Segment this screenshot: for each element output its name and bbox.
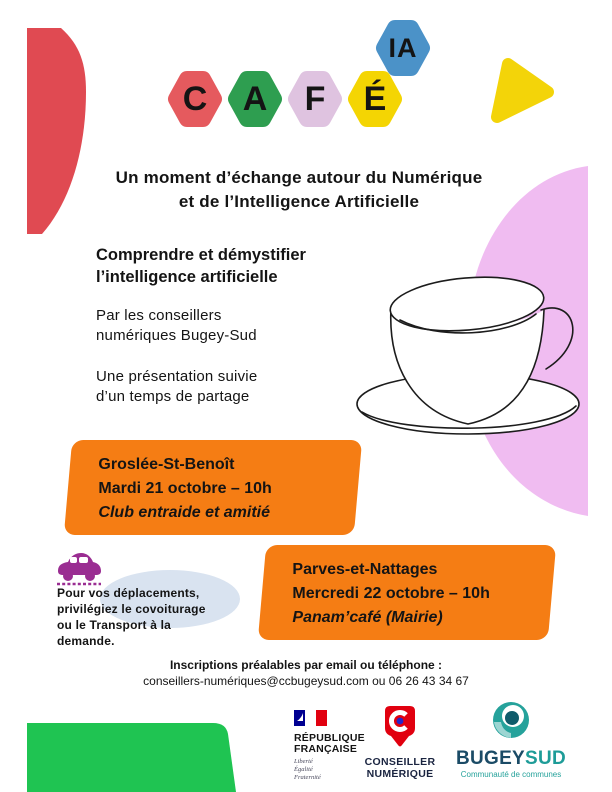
green-band bbox=[27, 722, 239, 792]
logo-hexagon-e bbox=[346, 69, 404, 129]
registration-info bbox=[0, 657, 612, 689]
transport-note-line2: privilégiez le covoiturage bbox=[57, 602, 206, 616]
logo-letter-ia: IA bbox=[388, 32, 418, 63]
transport-note-line4: demande. bbox=[57, 634, 115, 648]
page-title bbox=[0, 166, 598, 214]
bugey-sud-logo bbox=[453, 698, 569, 779]
conseiller-numerique-logo bbox=[353, 704, 447, 780]
rf-motto-line3: Fraternité bbox=[294, 774, 321, 781]
intro-title bbox=[96, 244, 306, 288]
registration-title: Inscriptions préalables par email ou téléphone : bbox=[169, 658, 443, 672]
french-flag-icon bbox=[294, 710, 328, 726]
transport-note-line1: Pour vos déplacements, bbox=[57, 586, 200, 600]
rf-motto-line1: Liberté bbox=[294, 758, 313, 765]
logo-letter-e: É bbox=[363, 79, 387, 118]
yellow-triangle-shape bbox=[497, 64, 548, 117]
event-venue: Panam’café (Mairie) bbox=[292, 609, 443, 626]
logo-letter-c: C bbox=[182, 79, 208, 118]
intro-description-line2: d’un temps de partage bbox=[96, 387, 250, 405]
rf-name-line2: FRANÇAISE bbox=[294, 743, 358, 755]
cup-handle bbox=[541, 308, 573, 369]
yellow-triangle bbox=[488, 54, 558, 126]
intro-description-line1: Une présentation suivie bbox=[96, 368, 258, 385]
event-datetime: Mardi 21 octobre – 10h bbox=[98, 480, 272, 497]
intro-title-line2: l’intelligence artificielle bbox=[96, 268, 278, 286]
car-icon bbox=[52, 548, 104, 586]
event-card-parves bbox=[258, 545, 556, 640]
transport-note bbox=[57, 585, 237, 649]
event-card-groslee bbox=[64, 440, 362, 535]
intro-presenters-line2: numériques Bugey-Sud bbox=[96, 326, 257, 344]
event-venue: Club entraide et amitié bbox=[98, 504, 271, 521]
rf-name-line1: RÉPUBLIQUE bbox=[294, 732, 365, 744]
green-band-shape bbox=[27, 723, 236, 792]
intro-presenters bbox=[96, 306, 257, 345]
event-place: Parves-et-Nattages bbox=[292, 561, 438, 578]
bs-name-part1: BUGEY bbox=[455, 748, 526, 769]
intro-presenters-line1: Par les conseillers bbox=[96, 307, 222, 324]
bs-tagline: Communauté de communes bbox=[460, 770, 562, 779]
coffee-cup-sketch bbox=[348, 262, 588, 442]
page-title-line2: et de l’Intelligence Artificielle bbox=[178, 192, 420, 211]
page-title-line1: Un moment d’échange autour du Numérique bbox=[115, 168, 483, 187]
logo-hexagon-c bbox=[166, 69, 224, 129]
logo-hexagon-a bbox=[226, 69, 284, 129]
cn-name-line1: CONSEILLER bbox=[364, 756, 436, 768]
event-datetime: Mercredi 22 octobre – 10h bbox=[292, 585, 490, 602]
logo-hexagon-f bbox=[286, 69, 344, 129]
rf-motto-line2: Égalité bbox=[294, 766, 313, 773]
logo-letter-a: A bbox=[242, 79, 268, 118]
registration-contact: conseillers-numériques@ccbugeysud.com ou 06 26 43 34 67 bbox=[143, 674, 469, 688]
event-place: Groslée-St-Benoît bbox=[98, 456, 235, 473]
bs-name-part2: SUD bbox=[525, 748, 567, 769]
cn-name-line2: NUMÉRIQUE bbox=[366, 768, 434, 780]
intro-title-line1: Comprendre et démystifier bbox=[96, 246, 306, 264]
logo-letter-f: F bbox=[304, 79, 326, 118]
swirl-icon bbox=[489, 698, 533, 742]
intro-description bbox=[96, 367, 257, 406]
transport-note-line3: ou le Transport à la bbox=[57, 618, 172, 632]
map-pin-icon bbox=[383, 704, 417, 748]
